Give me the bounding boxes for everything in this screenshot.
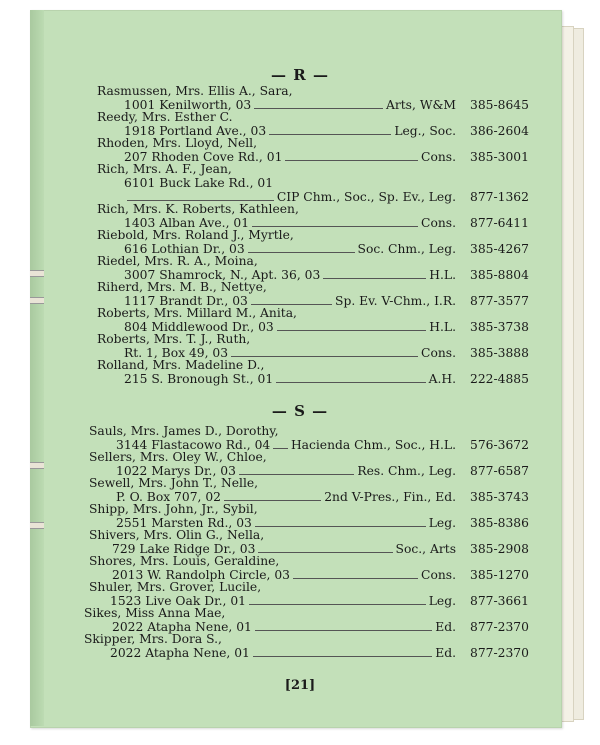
entry-role: Cons.	[421, 150, 456, 164]
leader-line	[252, 226, 418, 227]
entry-phone: 385-3888	[470, 346, 529, 360]
entry-name: Rich, Mrs. K. Roberts, Kathleen,	[97, 202, 299, 216]
leader-line	[293, 578, 418, 579]
entry-role: Sp. Ev. V-Chm., I.R.	[335, 294, 456, 308]
entry-name: Rhoden, Mrs. Lloyd, Nell,	[97, 136, 258, 150]
entry-address: 1403 Alban Ave., 01	[124, 216, 250, 230]
entry-role: Soc., Arts	[395, 542, 456, 556]
entry-phone: 877-6411	[470, 216, 529, 230]
entry-role: Leg.	[428, 594, 456, 608]
entry-role: A.H.	[428, 372, 456, 386]
entry-phone: 877-2370	[470, 620, 529, 634]
entry-address: 1117 Brandt Dr., 03	[124, 294, 248, 308]
entry-address: 3144 Flastacowo Rd., 04	[116, 438, 271, 452]
entry-address: 2013 W. Randolph Circle, 03	[112, 568, 290, 582]
entry-role: Cons.	[421, 346, 456, 360]
entry-role: Hacienda Chm., Soc., H.L.	[290, 438, 456, 452]
section-heading-r: — R —	[271, 66, 329, 84]
entry-role: H.L.	[429, 320, 456, 334]
entry-address: 1022 Marys Dr., 03	[116, 464, 236, 478]
entry-detail-row	[124, 372, 456, 386]
entry-address: 6101 Buck Lake Rd., 01	[124, 176, 274, 190]
entry-phone: 385-1270	[470, 568, 529, 582]
entry-phone: 385-4267	[470, 242, 529, 256]
entry-address: 804 Middlewood Dr., 03	[124, 320, 274, 334]
leader-line	[249, 604, 426, 605]
leader-line	[258, 552, 392, 553]
entry-phone: 385-3743	[470, 490, 529, 504]
entry-address: 207 Rhoden Cove Rd., 01	[124, 150, 283, 164]
entry-name: Sikes, Miss Anna Mae,	[84, 606, 226, 620]
entry-phone: 385-8804	[470, 268, 529, 282]
entry-name: Rolland, Mrs. Madeline D.,	[97, 358, 265, 372]
entry-role: Leg.	[428, 516, 456, 530]
entry-name: Riebold, Mrs. Roland J., Myrtle,	[97, 228, 294, 242]
entry-phone: 877-3661	[470, 594, 529, 608]
entry-phone: 877-3577	[470, 294, 529, 308]
staple	[30, 462, 44, 469]
leader-line	[285, 160, 418, 161]
entry-phone: 222-4885	[470, 372, 529, 386]
entry-role: Ed.	[435, 620, 456, 634]
leader-line	[254, 108, 383, 109]
leader-line	[277, 330, 427, 331]
entry-role: Cons.	[421, 216, 456, 230]
entry-phone: 386-2604	[470, 124, 529, 138]
entry-address: Rt. 1, Box 49, 03	[124, 346, 229, 360]
entry-phone: 877-1362	[470, 190, 529, 204]
entry-address: 729 Lake Ridge Dr., 03	[112, 542, 256, 556]
entry-name: Rich, Mrs. A. F., Jean,	[97, 162, 232, 176]
entry-name: Reedy, Mrs. Esther C.	[97, 110, 233, 124]
leader-line	[255, 630, 432, 631]
entry-address: 2022 Atapha Nene, 01	[110, 646, 250, 660]
entry-name: Shuler, Mrs. Grover, Lucile,	[89, 580, 262, 594]
leader-line	[276, 382, 425, 383]
leader-line	[127, 200, 274, 201]
staple	[30, 522, 44, 529]
staple	[30, 297, 44, 304]
entry-phone: 877-6587	[470, 464, 529, 478]
leader-line	[273, 448, 288, 449]
binding-spine	[30, 10, 44, 726]
leader-line	[224, 500, 321, 501]
entry-role: H.L.	[429, 268, 456, 282]
leader-line	[255, 526, 426, 527]
entry-role: 2nd V-Pres., Fin., Ed.	[324, 490, 456, 504]
entry-phone: 877-2370	[470, 646, 529, 660]
entry-role: Soc. Chm., Leg.	[357, 242, 456, 256]
entry-role: Ed.	[435, 646, 456, 660]
leader-line	[251, 304, 332, 305]
entry-address: 215 S. Bronough St., 01	[124, 372, 274, 386]
entry-role: Res. Chm., Leg.	[357, 464, 456, 478]
entry-name: Skipper, Mrs. Dora S.,	[84, 632, 222, 646]
entry-role: Arts, W&M	[385, 98, 456, 112]
entry-name: Roberts, Mrs. T. J., Ruth,	[97, 332, 251, 346]
entry-detail-row	[110, 646, 456, 660]
entry-address: 1918 Portland Ave., 03	[124, 124, 267, 138]
entry-phone: 385-2908	[470, 542, 529, 556]
entry-name: Sellers, Mrs. Oley W., Chloe,	[89, 450, 267, 464]
entry-phone: 385-3738	[470, 320, 529, 334]
entry-address: 2022 Atapha Nene, 01	[112, 620, 252, 634]
entry-phone: 576-3672	[470, 438, 529, 452]
entry-address: 2551 Marsten Rd., 03	[116, 516, 252, 530]
entry-name: Shivers, Mrs. Olin G., Nella,	[89, 528, 265, 542]
entry-name: Roberts, Mrs. Millard M., Anita,	[97, 306, 297, 320]
entry-address: 616 Lothian Dr., 03	[124, 242, 245, 256]
entry-role: Leg., Soc.	[394, 124, 456, 138]
entry-name: Shipp, Mrs. John, Jr., Sybil,	[89, 502, 258, 516]
leader-line	[269, 134, 391, 135]
staple	[30, 270, 44, 277]
section-heading-s: — S —	[271, 402, 329, 420]
leader-line	[253, 656, 432, 657]
entry-name: Riherd, Mrs. M. B., Nettye,	[97, 280, 267, 294]
entry-address: 3007 Shamrock, N., Apt. 36, 03	[124, 268, 321, 282]
entry-role: CIP Chm., Soc., Sp. Ev., Leg.	[276, 190, 456, 204]
entry-name: Sauls, Mrs. James D., Dorothy,	[89, 424, 279, 438]
entry-name: Rasmussen, Mrs. Ellis A., Sara,	[97, 84, 293, 98]
entry-role: Cons.	[421, 568, 456, 582]
page-number: [21]	[284, 678, 316, 693]
entry-name: Sewell, Mrs. John T., Nelle,	[89, 476, 259, 490]
entry-phone: 385-8386	[470, 516, 529, 530]
entry-address: 1523 Live Oak Dr., 01	[110, 594, 246, 608]
leader-line	[231, 356, 418, 357]
entry-phone: 385-3001	[470, 150, 529, 164]
entry-name: Shores, Mrs. Louis, Geraldine,	[89, 554, 280, 568]
leader-line	[248, 252, 355, 253]
entry-address: 1001 Kenilworth, 03	[124, 98, 252, 112]
leader-line	[323, 278, 426, 279]
entry-name: Riedel, Mrs. R. A., Moina,	[97, 254, 258, 268]
leader-line	[239, 474, 354, 475]
entry-phone: 385-8645	[470, 98, 529, 112]
entry-address: P. O. Box 707, 02	[116, 490, 221, 504]
